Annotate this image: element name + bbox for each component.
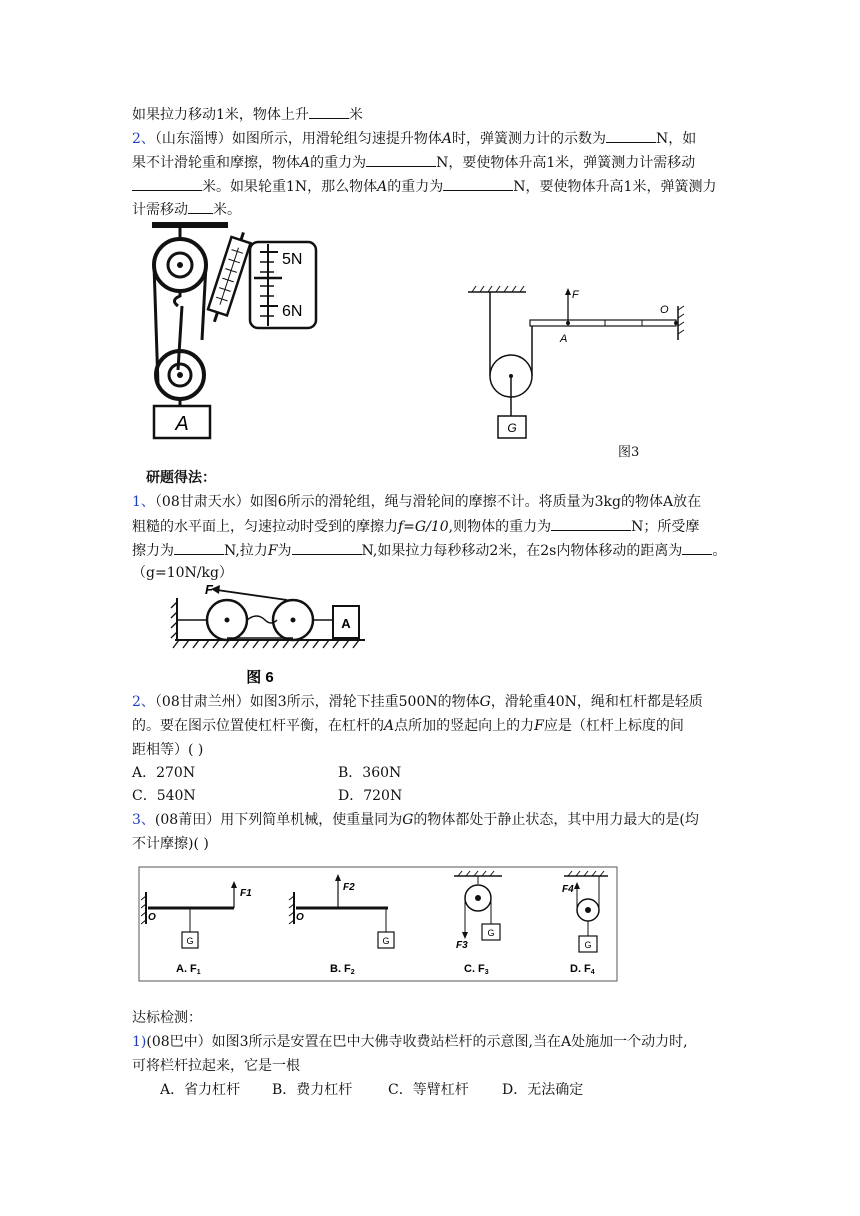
- lever: [530, 320, 676, 326]
- answer-blank[interactable]: [174, 540, 224, 555]
- machine-label-c: C. F3: [464, 963, 489, 976]
- p2-line3: 距相等）( ): [132, 742, 204, 758]
- figure-3-caption: 图3: [618, 445, 640, 460]
- svg-text:F2: F2: [343, 882, 355, 893]
- answer-blank[interactable]: [188, 199, 213, 214]
- force-arrow: [217, 590, 287, 600]
- option-a[interactable]: A．270N: [132, 765, 196, 781]
- p1-line1: 1、（08甘肃天水）如图6所示的滑轮组，绳与滑轮间的摩擦不计。将质量为3kg的物体A放在: [132, 494, 702, 510]
- q2-line1: 2、（山东淄博）如图所示，用滑轮组匀速提升物体A时，弹簧测力计的示数为 N，如: [132, 128, 696, 149]
- option-c[interactable]: C．等臂杠杆: [388, 1082, 469, 1098]
- pivot-o-label: O: [660, 304, 669, 316]
- scale-label-5n: 5N: [282, 251, 303, 268]
- answer-blank[interactable]: [132, 176, 202, 191]
- figure-frame: [139, 867, 617, 981]
- svg-text:F4: F4: [562, 884, 574, 895]
- option-d[interactable]: D．720N: [338, 788, 403, 804]
- answer-blank[interactable]: [366, 152, 436, 167]
- option-d[interactable]: D．无法确定: [502, 1082, 584, 1098]
- d1-line1: 1)(08巴中）如图3所示是安置在巴中大佛寺收费站栏杆的示意图,当在A处施加一个动力时,: [132, 1034, 688, 1050]
- p2-line1: 2、（08甘肃兰州）如图3所示，滑轮下挂重500N的物体G，滑轮重40N，绳和杠杆都是轻质: [132, 694, 703, 710]
- svg-text:G: G: [584, 940, 592, 950]
- svg-text:G: G: [186, 936, 194, 946]
- answer-blank[interactable]: [292, 540, 362, 555]
- option-a[interactable]: A．省力杠杆: [160, 1082, 241, 1098]
- spring-scale: [205, 229, 253, 325]
- machine-label-a: A. F1: [176, 963, 201, 976]
- ceiling: [152, 222, 228, 228]
- simple-machines-figure: [138, 866, 618, 982]
- option-b[interactable]: B．费力杠杆: [272, 1082, 353, 1098]
- option-c[interactable]: C．540N: [132, 788, 196, 804]
- prev-question-end: 如果拉力移动1米，物体上升 米: [132, 104, 363, 125]
- machine-label-d: D. F4: [570, 963, 595, 976]
- lever-pulley-figure-3: [460, 280, 700, 440]
- svg-text:F3: F3: [456, 940, 468, 951]
- force-f-label: F: [205, 582, 213, 597]
- p1-line2: 粗糙的水平面上，匀速拉动时受到的摩擦力f=G/10,则物体的重力为 N；所受摩: [132, 516, 699, 537]
- horizontal-pulley-figure-6: [165, 582, 375, 692]
- q2-line3: 米。如果轮重1N，那么物体A的重力为 N，要使物体升高1米，弹簧测力: [132, 176, 716, 197]
- svg-text:O: O: [148, 912, 156, 923]
- section-title-assessment: 达标检测：: [132, 1010, 202, 1026]
- q2-line2: 果不计滑轮重和摩擦，物体A的重力为 N，要使物体升高1米，弹簧测力计需移动: [132, 152, 695, 173]
- answer-blank[interactable]: [606, 128, 656, 143]
- section-title-methods: 研题得法：: [146, 470, 216, 486]
- svg-text:G: G: [382, 936, 390, 946]
- p1-line4: （g=10N/kg）: [132, 565, 233, 581]
- answer-blank[interactable]: [443, 176, 513, 191]
- p2-line2: 的。要在图示位置使杠杆平衡，在杠杆的A点所加的竖起向上的力F应是（杠杆上标度的间: [132, 718, 684, 734]
- figure-6-caption: 图 6: [246, 669, 274, 686]
- answer-blank[interactable]: [309, 104, 349, 119]
- q2-line4: 计需移动 米。: [132, 199, 241, 220]
- p3-line1: 3、(08莆田）用下列简单机械，使重量同为G的物体都处于静止状态，其中用力最大的是(均: [132, 812, 699, 828]
- scale-label-6n: 6N: [282, 303, 303, 320]
- svg-text:G: G: [507, 421, 517, 435]
- force-f-label: F: [572, 289, 579, 301]
- p1-line3: 擦力为 N,拉力F为 N,如果拉力每秒移动2米，在2s内物体移动的距离为 。: [132, 540, 726, 561]
- block-label: A: [175, 413, 189, 435]
- point-a-label: A: [560, 333, 568, 345]
- answer-blank[interactable]: [682, 540, 712, 555]
- svg-text:O: O: [296, 912, 304, 923]
- p3-line2: 不计摩擦)( ): [132, 836, 209, 852]
- d1-line2: 可将栏杆拉起来，它是一根: [132, 1058, 300, 1074]
- option-b[interactable]: B．360N: [338, 765, 402, 781]
- answer-blank[interactable]: [551, 516, 631, 531]
- svg-text:F1: F1: [240, 888, 252, 899]
- svg-text:A: A: [341, 616, 351, 631]
- svg-text:G: G: [487, 928, 495, 938]
- machine-label-b: B. F2: [330, 963, 355, 976]
- pulley-spring-scale-figure: [140, 220, 320, 442]
